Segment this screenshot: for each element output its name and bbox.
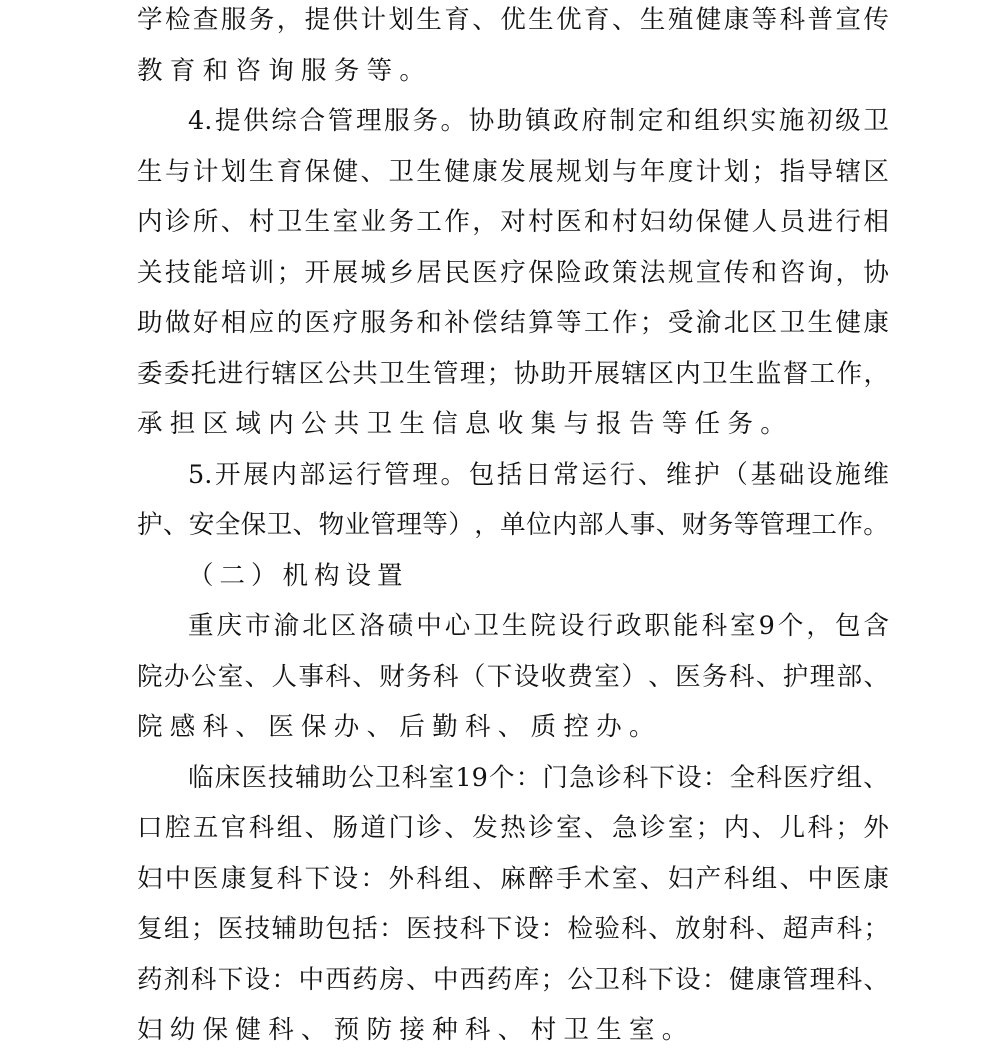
text-line: 妇幼保健科、预防接种科、村卫生室。 <box>137 1015 695 1045</box>
text-line: 药 剂 科 下 设 ： 中 西 药 房 、 中 西 药 库 ； 公 卫 科 下 设 ： 健 康 管 理 科 、 <box>137 964 889 995</box>
text-line: 委 委 托 进 行 辖 区 公 共 卫 生 管 理 ； 协 助 开 展 辖 区 内 卫 生 监 督 工 作 ， <box>137 358 889 389</box>
text-line: 护 、 安 全 保 卫 、 物 业 管 理 等 ） ， 单 位 内 部 人 事 、 财 务 等 管 理 工 作 。 <box>137 510 889 540</box>
text-line: 学 检 查 服 务 ， 提 供 计 划 生 育 、 优 生 优 育 、 生 殖 健 康 等 科 普 宣 传 <box>137 5 889 35</box>
text-line: 院 办 公 室 、 人 事 科 、 财 务 科 （ 下 设 收 费 室 ） 、 医 务 科 、 护 理 部 、 <box>137 661 889 692</box>
text-line: 重 庆 市 渝 北 区 洛 碛 中 心 卫 生 院 设 行 政 职 能 科 室 9 个 ， 包 含 <box>188 611 889 641</box>
text-line: 助 做 好 相 应 的 医 疗 服 务 和 补 偿 结 算 等 工 作 ； 受 渝 北 区 卫 生 健 康 <box>137 308 889 338</box>
text-line: 妇 中 医 康 复 科 下 设 ： 外 科 组 、 麻 醉 手 术 室 、 妇 产 科 组 、 中 医 康 <box>137 863 889 894</box>
text-line: 4. 提 供 综 合 管 理 服 务 。 协 助 镇 政 府 制 定 和 组 织 实 施 初 级 卫 <box>188 106 889 136</box>
text-line: 口 腔 五 官 科 组 、 肠 道 门 诊 、 发 热 诊 室 、 急 诊 室 ； 内 、 儿 科 ； 外 <box>137 813 889 843</box>
text-line: 复 组 ； 医 技 辅 助 包 括 ： 医 技 科 下 设 ： 检 验 科 、 放 射 科 、 超 声 科 ； <box>137 914 889 944</box>
text-line: 院感科、医保办、后勤科、质控办。 <box>137 712 662 742</box>
text-line: 关 技 能 培 训 ； 开 展 城 乡 居 民 医 疗 保 险 政 策 法 规 宣 传 和 咨 询 ， 协 <box>137 257 889 288</box>
text-line: 内 诊 所 、 村 卫 生 室 业 务 工 作 ， 对 村 医 和 村 妇 幼 保 健 人 员 进 行 相 <box>137 207 889 237</box>
text-line: 5. 开 展 内 部 运 行 管 理 。 包 括 日 常 运 行 、 维 护 （ 基 础 设 施 维 <box>188 459 889 490</box>
text-line: 承担区域内公共卫生信息收集与报告等任务。 <box>137 409 794 439</box>
text-line: 临 床 医 技 辅 助 公 卫 科 室 19 个 ： 门 急 诊 科 下 设 ： 全 科 医 疗 组 、 <box>188 762 889 793</box>
text-line: 教育和咨询服务等。 <box>137 55 433 86</box>
heading-text: （二）机构设置 <box>188 560 409 591</box>
text-line: 生 与 计 划 生 育 保 健 、 卫 生 健 康 发 展 规 划 与 年 度 计 划 ； 指 导 辖 区 <box>137 156 889 187</box>
